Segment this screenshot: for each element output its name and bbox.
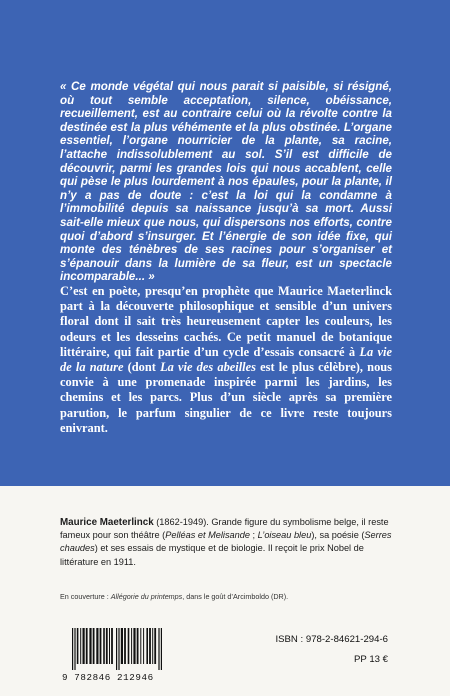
cover-credit-suffix: , dans le goût d’Arcimboldo (DR).: [182, 592, 289, 601]
barcode-bars: [62, 628, 222, 670]
title-la-vie-de-la-nature: La vie de la nature: [60, 344, 392, 374]
bio-text-1: (1862-1949). Grande figure du symbolisme belge, il reste fameux pour son théâtre (: [60, 517, 389, 541]
work-serres-chaudes: Serres chaudes: [60, 530, 392, 554]
work-pelleas: Pelléas et Melisande: [165, 530, 250, 541]
work-oiseau-bleu: L’oiseau bleu: [257, 530, 312, 541]
blurb: [60, 80, 392, 436]
author-name: Maurice Maeterlinck: [60, 517, 154, 528]
bio-text-4: ) et ses essais de mystique et de biologie. Il reçoit le prix Nobel de littérature en 1911.: [60, 543, 364, 567]
description-text-3: est le plus célèbre), nous convie à une promenade inspirée parmi les jardins, les chemins et les parcs. Plus d’un siècle après sa première parution, le parfum singulier de ce livre reste toujours enivrant.: [60, 359, 392, 435]
cover-credit-prefix: En couverture :: [60, 592, 111, 601]
description-text-1: C’est en poète, presqu’en prophète que Maurice Maeterlinck part à la découverte philosophique et sensible d’un univers floral dont il sait très heureusement capter les couleurs, les odeurs et les desseins cachés. Ce petit manuel de botanique littéraire, qui fait partie d’un cycle d’essais consacré à: [60, 283, 392, 359]
barcode-digits: 9 782846 212946: [62, 672, 154, 683]
price: PP 13 €: [354, 654, 388, 665]
bio-text-3: ), sa poésie (: [311, 530, 365, 541]
isbn: ISBN : 978-2-84621-294-6: [275, 634, 388, 645]
cover-artwork-title: Allégorie du printemps: [110, 592, 183, 601]
title-la-vie-des-abeilles: La vie des abeilles: [160, 359, 256, 374]
bio-text-2: ;: [250, 530, 258, 541]
author-bio: [60, 516, 396, 569]
description-paragraph: [60, 284, 392, 436]
cover-credit: [60, 592, 396, 602]
description-text-2: (dont: [123, 359, 161, 374]
opening-quote: « Ce monde végétal qui nous parait si paisible, si résigné, où tout semble acceptation, silence, obéissance, recueillement, est au contraire celui où la révolte contre la destinée est la plus véhémente et la plus obstinée. L’organe essentiel, l’organe nourricier de la plante, sa racine, l’attache indissolublement au sol. S’il est difficile de découvrir, parmi les grandes lois qui nous accablent, celle qui pèse le plus lourdement à nos épaules, pour la plante, il n’y a pas de doute : c’est la loi qui la condamne à l’immobilité depuis sa naissance jusqu’à sa mort. Aussi sait-elle mieux que nous, qui dispersons nos efforts, contre quoi d’abord s’insurger. Et l’énergie de son idée fixe, qui monte des ténèbres de ses racines pour s’organiser et s’épanouir dans la lumière de sa fleur, est un spectacle incomparable... »: [60, 80, 392, 284]
barcode: [62, 628, 222, 683]
